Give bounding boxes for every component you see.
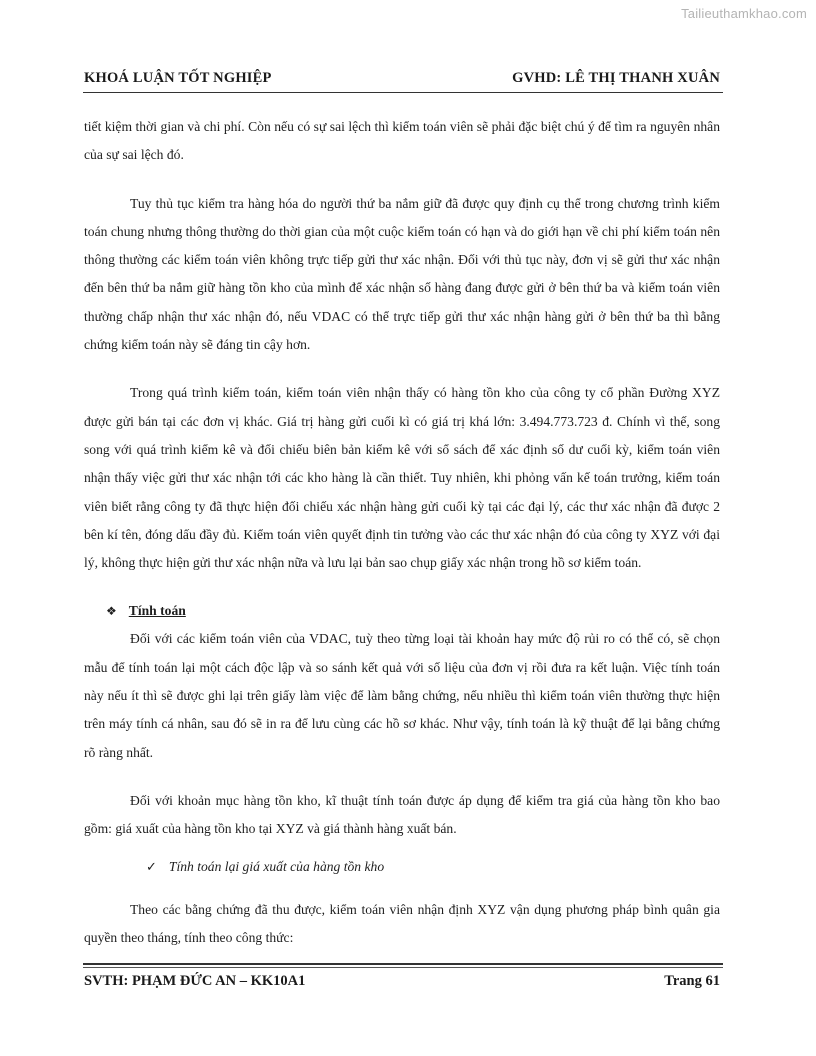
footer-student: SVTH: PHẠM ĐỨC AN – KK10A1 bbox=[84, 973, 306, 989]
paragraph-inventory-pricing: Đối với khoản mục hàng tồn kho, kĩ thuật tính toán được áp dụng để kiểm tra giá của hàng tồn kho bao gồm: giá xuất của hàng tồn kho tại XYZ và giá thành hàng xuất bán. bbox=[84, 792, 720, 837]
checkmark-bullet-icon: ✓ bbox=[146, 859, 157, 875]
page-header bbox=[84, 70, 720, 87]
paragraph-continuation: tiết kiệm thời gian và chi phí. Còn nếu có sự sai lệch thì kiểm toán viên sẽ phải đặc biệt chú ý để tìm ra nguyên nhân của sự sai lệch đó. bbox=[84, 119, 720, 163]
header-thesis-title: KHOÁ LUẬN TỐT NGHIỆP bbox=[84, 70, 272, 86]
section-heading bbox=[84, 597, 720, 625]
header-advisor: GVHD: LÊ THỊ THANH XUÂN bbox=[512, 70, 720, 86]
document-body bbox=[84, 113, 720, 952]
section-heading-text: Tính toán bbox=[128, 603, 186, 619]
diamond-bullet-icon: ❖ bbox=[106, 604, 117, 619]
footer-divider bbox=[83, 963, 723, 965]
paragraph-third-party-inventory: Tuy thủ tục kiểm tra hàng hóa do người thứ ba nắm giữ đã được quy định cụ thể trong chương trình kiểm toán chung nhưng thông thường do thời gian của một cuộc kiểm toán có hạn và do giới hạn về chi phí kiểm toán nên thông thường các kiểm toán viên không trực tiếp gửi thư xác nhận. Đối với thủ tục này, đơn vị sẽ gửi thư xác nhận đến bên thứ ba nắm giữ hàng tồn kho của mình để xác nhận số hàng đang được gửi ở bên thứ ba và kiểm toán viên thường chấp nhận thư xác nhận đó, nếu VDAC có thể trực tiếp gửi thư xác nhận hàng gửi ở bên thứ ba thì bằng chứng kiểm toán này sẽ đáng tin cậy hơn. bbox=[84, 195, 720, 353]
paragraph-consigned-goods: Trong quá trình kiểm toán, kiểm toán viên nhận thấy có hàng tồn kho của công ty cổ phần Đường XYZ được gửi bán tại các đơn vị khác. Giá trị hàng gửi cuối kì có giá trị khá lớn: 3.494.773.723 đ. Chính vì thế, song song với quá trình kiểm kê và đối chiếu biên bản kiểm kê với sổ sách để xác định số dư cuối kỳ, kiểm toán viên nhận thấy việc gửi thư xác nhận tới các kho hàng là cần thiết. Tuy nhiên, khi phỏng vấn kế toán trưởng, kiểm toán viên biết rằng công ty đã thực hiện đối chiếu xác nhận hàng gửi cuối kỳ tại các đại lý, các thư xác nhận đã được 2 bên kí tên, đóng dấu đầy đủ. Kiểm toán viên quyết định tin tưởng vào các thư xác nhận đó của công ty XYZ với đại lý, không thực hiện gửi thư xác nhận nữa và lưu lại bản sao chụp giấy xác nhận trong hồ sơ kiểm toán. bbox=[84, 385, 720, 571]
paragraph-recalculation: Đối với các kiểm toán viên của VDAC, tuỳ theo từng loại tài khoản hay mức độ rủi ro có thể có, sẽ chọn mẫu để tính toán lại một cách độc lập và so sánh kết quả với số liệu của đơn vị rồi đưa ra kết luận. Việc tính toán này nếu ít thì sẽ được ghi lại trên giấy làm việc để làm bằng chứng, nếu nhiều thì kiểm toán viên thường thực hiện trên máy tính cá nhân, sau đó sẽ in ra để lưu cùng các hồ sơ khác. Như vậy, tính toán là kỹ thuật để lại bằng chứng rõ ràng nhất. bbox=[84, 631, 720, 760]
watermark-text: Tailieuthamkhao.com bbox=[681, 6, 807, 21]
page-footer bbox=[84, 973, 720, 990]
subsection-heading bbox=[84, 852, 720, 884]
subsection-heading-text: Tính toán lại giá xuất của hàng tồn kho bbox=[168, 859, 385, 875]
footer-divider-thin bbox=[83, 967, 723, 968]
page-number: Trang 61 bbox=[664, 973, 720, 989]
paragraph-weighted-average: Theo các bằng chứng đã thu được, kiểm toán viên nhận định XYZ vận dụng phương pháp bình quân gia quyền theo tháng, tính theo công thức: bbox=[84, 901, 720, 945]
header-divider bbox=[83, 92, 723, 93]
